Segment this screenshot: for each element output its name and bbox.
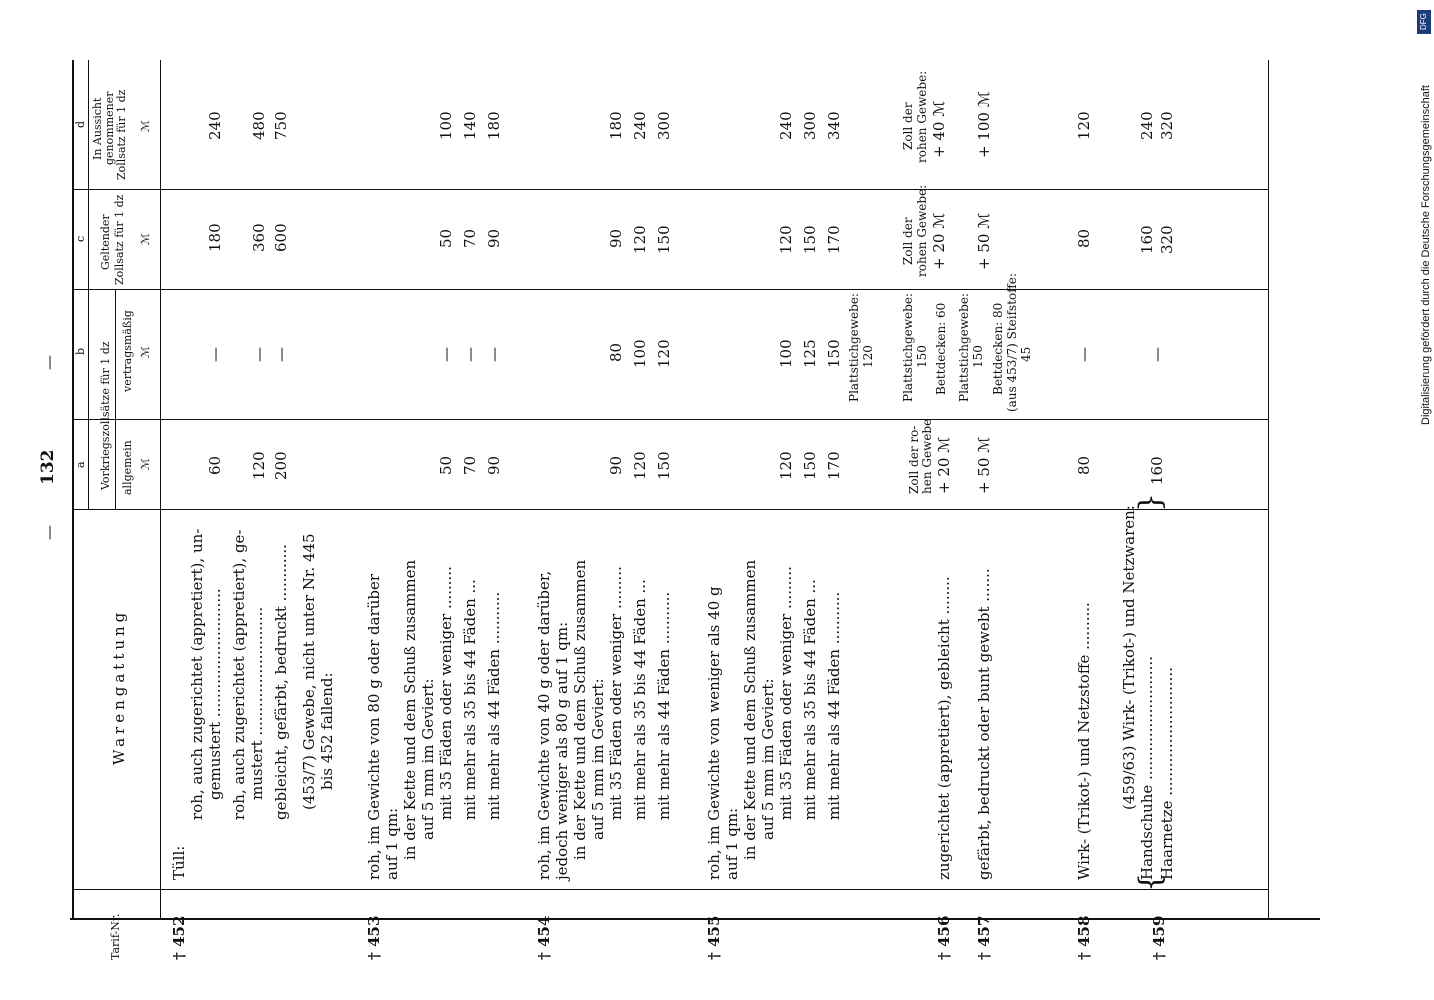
r453-s3-a: 90 — [485, 455, 503, 475]
r456-d1: Zoll der — [901, 102, 915, 150]
r455-s3-d: 340 — [825, 111, 843, 140]
header-aussicht-unit: ℳ — [139, 120, 152, 132]
r459-head: (459/63) Wirk- (Trikot-) und Netzwaren: — [1120, 505, 1138, 810]
col-sep-a — [72, 419, 1268, 420]
r454-s1-a: 90 — [607, 455, 625, 475]
r455-b-note1: Plattstichgewebe: — [847, 293, 861, 402]
header-allgemein: allgemein — [121, 440, 134, 495]
r459-a: 160 — [1148, 456, 1166, 485]
r452-l2-c: 360 — [250, 223, 268, 252]
r452-l3-d: 750 — [272, 111, 290, 140]
r452-l3-c: 600 — [272, 223, 290, 252]
header-geltender-unit: ℳ — [139, 233, 152, 245]
r459-brace-right: } — [1133, 492, 1168, 512]
r459-c2: 320 — [1158, 225, 1176, 254]
r454-s2-c: 120 — [631, 225, 649, 254]
r459-brace-left: { — [1133, 872, 1168, 892]
r457-b2: 150 — [971, 345, 985, 368]
tarif-455: † 455 — [705, 915, 723, 960]
r453-l3: in der Kette und dem Schuß zusammen — [401, 559, 419, 860]
header-geltender-2: Zollsatz für 1 dz — [113, 194, 126, 285]
r457-d: + 100 ℳ — [975, 91, 993, 158]
r453-s2-b: — — [461, 347, 479, 362]
r453-l2: auf 1 qm: — [383, 807, 401, 880]
r454-s1-d: 180 — [607, 111, 625, 140]
r453-s2: mit mehr als 35 bis 44 Fäden ... — [461, 579, 479, 820]
r452-title: Tüll: — [170, 845, 188, 880]
r455-s2-a: 150 — [801, 451, 819, 480]
r457-c: + 50 ℳ — [975, 212, 993, 270]
r452-l2-b: — — [250, 347, 268, 362]
r452-l1-b: — — [206, 347, 224, 362]
r459-d2: 320 — [1158, 111, 1176, 140]
r453-s1-a: 50 — [437, 455, 455, 475]
r452-l3: gebleicht, gefärbt, bedruckt ............ — [272, 544, 290, 820]
r459-l1: Handschuhe .......................... — [1138, 656, 1156, 880]
dfg-logo: DFG — [1417, 10, 1431, 34]
header-vertragsmaessig-unit: ℳ — [139, 346, 152, 358]
r456-d3: + 40 ℳ — [930, 100, 948, 158]
tarif-456: † 456 — [935, 915, 953, 960]
r456-c1: Zoll der — [901, 217, 915, 265]
r456-b1: Plattstichgewebe: — [901, 293, 915, 402]
r454-s1: mit 35 Fäden oder weniger ......... — [607, 566, 625, 820]
r454-l1: roh, im Gewichte von 40 g oder darüber, — [535, 570, 553, 880]
r452-l2a: roh, auch zugerichtet (appretiert), ge- — [230, 529, 248, 820]
r452-l4b: bis 452 fallend: — [318, 672, 336, 790]
r455-s2: mit mehr als 35 bis 44 Fäden ... — [801, 579, 819, 820]
r455-s3-b: 150 — [825, 339, 843, 368]
letter-row-rule — [88, 60, 89, 510]
header-aussicht-3: Zollsatz für 1 dz — [115, 89, 128, 180]
r453-l1: roh, im Gewichte von 80 g oder darüber — [365, 573, 383, 880]
r454-l3: in der Kette und dem Schuß zusammen — [571, 559, 589, 860]
col-sep-ware — [72, 509, 1268, 510]
r455-l1: roh, im Gewichte von weniger als 40 g — [705, 586, 723, 880]
page-dash-left: — — [40, 355, 58, 370]
r456-b3: Bettdecken: 60 — [934, 302, 948, 395]
r454-s3-b: 120 — [655, 339, 673, 368]
r453-s3: mit mehr als 44 Fäden ........... — [485, 591, 503, 820]
header-vorkriegs: Vorkriegszollsätze für 1 dz — [99, 341, 112, 490]
r454-s2-d: 240 — [631, 111, 649, 140]
r455-s1-a: 120 — [777, 451, 795, 480]
rotated-page — [40, 20, 1400, 960]
r455-s2-b: 125 — [801, 339, 819, 368]
r457-text: gefärbt, bedruckt oder bunt gewebt ....... — [975, 568, 993, 880]
r452-l2b: mustert ........................... — [248, 606, 266, 800]
r458-b: — — [1075, 347, 1093, 362]
r452-l1-c: 180 — [206, 223, 224, 252]
r455-b-note2: 120 — [861, 345, 875, 368]
r455-s1-b: 100 — [777, 339, 795, 368]
r453-s1-b: — — [437, 347, 455, 362]
header-col-a: a — [74, 461, 87, 468]
r456-a2: hen Gewebe — [920, 418, 934, 494]
col-sep-c — [72, 189, 1268, 190]
r458-c: 80 — [1075, 228, 1093, 248]
r456-a1: Zoll der ro- — [907, 425, 921, 494]
tarif-453: † 453 — [365, 915, 383, 960]
r459-c1: 160 — [1138, 225, 1156, 254]
r457-b4: (aus 453/7) Steifstoffe: — [1005, 273, 1019, 412]
r453-s1-c: 50 — [437, 228, 455, 248]
r455-l3: in der Kette und dem Schuß zusammen — [741, 559, 759, 860]
r456-b2: 150 — [915, 345, 929, 368]
header-warengattung: Warengattung — [110, 608, 128, 765]
r452-l3-b: — — [272, 347, 290, 362]
r456-a3: + 20 ℳ — [935, 436, 953, 494]
r455-s1-d: 240 — [777, 111, 795, 140]
r458-a: 80 — [1075, 455, 1093, 475]
header-aussicht-1: In Aussicht — [91, 97, 104, 160]
top-rule — [70, 918, 1320, 920]
tarif-457: † 457 — [975, 915, 993, 960]
r457-a: + 50 ℳ — [975, 436, 993, 494]
r459-b: — — [1148, 347, 1166, 362]
header-aussicht-2: genommener — [103, 91, 116, 165]
r456-c2: rohen Gewebe: — [915, 184, 929, 277]
r452-l1a: roh, auch zugerichtet (appretiert), un- — [188, 528, 206, 820]
r452-l4a: (453/7) Gewebe, nicht unter Nr. 445 — [300, 533, 318, 810]
digitization-note: Digitalisierung gefördert durch die Deutsche Forschungsgemeinschaft — [1420, 85, 1432, 425]
tarif-459: † 459 — [1150, 915, 1168, 960]
header-geltender-1: Geltender — [99, 214, 112, 270]
header-allgemein-unit: ℳ — [139, 458, 152, 470]
r453-s3-b: — — [485, 347, 503, 362]
r457-b5: 45 — [1019, 346, 1033, 362]
r453-s1-d: 100 — [437, 111, 455, 140]
r453-l4: auf 5 mm im Geviert: — [419, 678, 437, 840]
r455-l4: auf 5 mm im Geviert: — [759, 678, 777, 840]
r452-l2-a: 120 — [250, 451, 268, 480]
header-col-d: d — [74, 120, 87, 128]
r455-s3-a: 170 — [825, 451, 843, 480]
tarif-454: † 454 — [535, 915, 553, 960]
r454-s3: mit mehr als 44 Fäden ........... — [655, 591, 673, 820]
r454-s3-d: 300 — [655, 111, 673, 140]
r453-s2-c: 70 — [461, 228, 479, 248]
r452-l3-a: 200 — [272, 451, 290, 480]
table-bottom-rule — [1268, 60, 1269, 920]
r454-s2-b: 100 — [631, 339, 649, 368]
r455-s3-c: 170 — [825, 225, 843, 254]
r458-text: Wirk- (Trikot-) und Netzstoffe .......... — [1075, 602, 1093, 880]
r456-text: zugerichtet (appretiert), gebleicht ........ — [935, 576, 953, 880]
r453-s3-d: 180 — [485, 111, 503, 140]
header-col-b: b — [74, 347, 87, 355]
r455-s1: mit 35 Fäden oder weniger ......... — [777, 566, 795, 820]
r452-l2-d: 480 — [250, 111, 268, 140]
r454-l2: jedoch weniger als 80 g auf 1 qm: — [553, 621, 571, 880]
header-tarif-nr: Tarif-Nr. — [109, 913, 122, 960]
vorkrieg-split-rule — [115, 290, 116, 510]
r453-s3-c: 90 — [485, 228, 503, 248]
tarif-458: † 458 — [1075, 915, 1093, 960]
r452-l1-d: 240 — [206, 111, 224, 140]
r453-s1: mit 35 Fäden oder weniger ......... — [437, 566, 455, 820]
col-sep-nr — [72, 889, 1268, 890]
r452-l1-a: 60 — [206, 455, 224, 475]
r452-l1b: gemustert ........................... — [206, 588, 224, 800]
r457-b3: Bettdecken: 80 — [991, 302, 1005, 395]
r455-s1-c: 120 — [777, 225, 795, 254]
header-col-c: c — [74, 235, 87, 242]
page-number: 132 — [38, 449, 58, 485]
r453-s2-d: 140 — [461, 111, 479, 140]
header-vertragsmaessig: vertragsmäßig — [121, 310, 134, 392]
tarif-452: † 452 — [170, 915, 188, 960]
r457-b1: Plattstichgewebe: — [957, 293, 971, 402]
r455-l2: auf 1 qm: — [723, 807, 741, 880]
page-dash-right: — — [40, 525, 58, 540]
r454-s1-b: 80 — [607, 342, 625, 362]
r454-l4: auf 5 mm im Geviert: — [589, 678, 607, 840]
r459-l2: Haarnetze ........................... — [1158, 667, 1176, 880]
r454-s3-a: 150 — [655, 451, 673, 480]
r454-s3-c: 150 — [655, 225, 673, 254]
r456-d2: rohen Gewebe: — [915, 70, 929, 163]
r455-s3: mit mehr als 44 Fäden ........... — [825, 591, 843, 820]
r454-s2-a: 120 — [631, 451, 649, 480]
r456-c3: + 20 ℳ — [930, 212, 948, 270]
r454-s2: mit mehr als 35 bis 44 Fäden ... — [631, 579, 649, 820]
col-sep-b — [72, 289, 1268, 290]
r454-s1-c: 90 — [607, 228, 625, 248]
r455-s2-d: 300 — [801, 111, 819, 140]
r459-d1: 240 — [1138, 111, 1156, 140]
r453-s2-a: 70 — [461, 455, 479, 475]
r458-d: 120 — [1075, 111, 1093, 140]
r455-s2-c: 150 — [801, 225, 819, 254]
